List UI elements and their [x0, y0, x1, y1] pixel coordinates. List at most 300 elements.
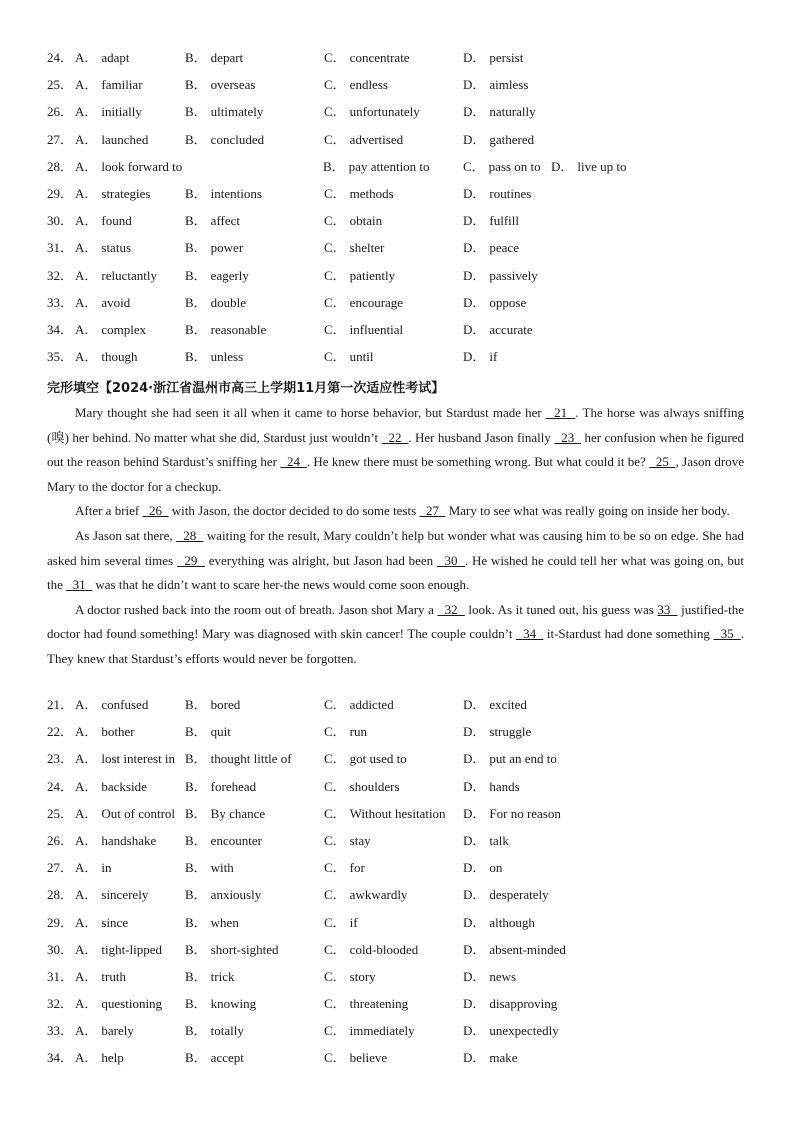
option-c [324, 915, 358, 931]
option-letter: B． [185, 294, 207, 310]
option-text: desperately [489, 887, 549, 903]
passage-paragraph [47, 598, 744, 672]
question-row [47, 159, 767, 186]
option-text: launched [101, 131, 149, 147]
option-text: stay [349, 832, 371, 848]
option-text: obtain [349, 213, 383, 229]
question-row [47, 779, 767, 806]
option-letter: C． [324, 50, 346, 65]
option-c [324, 132, 403, 148]
question-number: 29． [47, 185, 74, 201]
option-d [463, 77, 528, 93]
option-d [551, 159, 627, 175]
option-a [75, 240, 131, 256]
option-letter: B． [185, 805, 207, 821]
option-a [75, 1023, 134, 1039]
option-letter: C． [324, 185, 346, 201]
blank-number: 34 [516, 626, 544, 642]
option-d [463, 1023, 559, 1039]
option-letter: C． [324, 1050, 346, 1066]
question-number: 30． [47, 941, 74, 957]
option-text: influential [349, 321, 404, 337]
passage-text: waiting for the result, Mary couldn’t help but wonder what was causing him to be so on edge. She had asked him several times [47, 527, 745, 568]
passage-paragraph [47, 499, 744, 524]
option-a [75, 724, 135, 740]
option-text: sincerely [101, 887, 149, 903]
option-b [185, 132, 264, 148]
option-letter: B． [323, 158, 345, 174]
option-d [463, 860, 502, 876]
option-text: patiently [349, 267, 396, 283]
option-text: tight-lipped [101, 941, 163, 957]
question-row [47, 50, 767, 77]
option-c [324, 996, 408, 1012]
option-text: got used to [349, 751, 407, 767]
question-row [47, 240, 767, 267]
passage-text: justified-the doctor had found something! Mary was diagnosed with skin cancer! The couple couldn’t [47, 601, 744, 642]
blank-number: 24 [280, 454, 307, 470]
option-text: truth [101, 968, 126, 984]
option-letter: C． [324, 240, 346, 256]
option-a [75, 77, 143, 93]
blank-number: 22 [381, 429, 409, 445]
question-row [47, 1023, 767, 1050]
option-text: By chance [210, 805, 266, 821]
question-number: 28． [47, 158, 74, 174]
option-text: excited [489, 697, 527, 712]
passage-text: Mary to see what was really going on inside her body. [445, 503, 730, 519]
question-number: 29． [47, 914, 74, 930]
option-text: pass on to [488, 158, 541, 174]
question-row [47, 969, 767, 996]
question-number: 21． [47, 697, 74, 712]
question-number: 25． [47, 77, 74, 93]
passage-text: Mary thought she had seen it all when it came to horse behavior, but Stardust made her [75, 405, 546, 420]
question-row [47, 942, 767, 969]
option-letter: A． [75, 941, 98, 957]
option-text: ultimately [210, 104, 264, 120]
option-text: concluded [210, 131, 265, 147]
option-text: though [101, 349, 138, 365]
option-letter: B． [185, 1023, 207, 1039]
option-text: passively [489, 267, 538, 283]
question-row [47, 887, 767, 914]
option-letter: A． [75, 697, 98, 712]
option-text: eagerly [210, 267, 249, 283]
option-d [463, 969, 516, 985]
option-letter: A． [75, 832, 98, 848]
question-number: 30． [47, 213, 74, 229]
option-letter: C． [324, 778, 346, 794]
option-d [463, 833, 509, 849]
option-c [324, 268, 395, 284]
option-b [185, 1023, 244, 1039]
question-row [47, 104, 767, 131]
blank-number: 29 [176, 552, 205, 568]
option-c [324, 213, 382, 229]
option-b [185, 186, 262, 202]
option-text: lost interest in [101, 751, 176, 767]
option-text: absent-minded [489, 941, 566, 957]
question-row [47, 1050, 767, 1077]
option-letter: A． [75, 968, 98, 984]
question-row [47, 833, 767, 860]
blank-number: 25 [649, 454, 676, 470]
option-d [463, 349, 497, 365]
option-text: live up to [577, 158, 627, 174]
option-letter: D． [463, 131, 486, 147]
option-c [324, 942, 418, 958]
option-c [324, 322, 403, 338]
option-letter: D． [463, 1023, 486, 1039]
option-text: unless [210, 349, 244, 365]
option-letter: B． [185, 832, 207, 848]
blank-number: 21 [545, 405, 576, 420]
option-d [463, 213, 519, 229]
option-letter: C． [324, 213, 346, 229]
option-text: unexpectedly [489, 1023, 559, 1039]
option-letter: A． [75, 996, 98, 1012]
option-text: disapproving [489, 996, 558, 1012]
option-letter: A． [75, 349, 98, 365]
option-letter: C． [324, 294, 346, 310]
option-letter: C． [324, 996, 346, 1012]
passage-text: . He knew there must be something wrong. But what could it be? [306, 454, 650, 470]
option-d [463, 996, 557, 1012]
option-d [463, 132, 534, 148]
option-text: anxiously [210, 887, 262, 903]
option-b [185, 806, 265, 822]
option-letter: D． [463, 968, 486, 984]
option-text: talk [489, 832, 509, 848]
option-text: story [349, 968, 376, 984]
option-letter: D． [463, 887, 486, 903]
option-letter: D． [463, 77, 486, 93]
passage-text: , Jason drove Mary to the doctor for a checkup. [47, 454, 744, 494]
option-c [324, 969, 376, 985]
option-d [463, 186, 531, 202]
option-text: strategies [101, 185, 151, 201]
blank-number: 28 [176, 527, 204, 543]
option-d [463, 1050, 518, 1066]
option-letter: D． [463, 996, 486, 1012]
option-letter: A． [75, 158, 98, 174]
option-c [324, 697, 394, 713]
option-letter: C． [324, 941, 346, 957]
option-text: if [489, 349, 498, 365]
option-b [323, 159, 430, 175]
option-c [324, 1023, 415, 1039]
option-text: when [210, 914, 239, 930]
option-letter: D． [463, 267, 486, 283]
option-d [463, 942, 566, 958]
option-c [324, 349, 374, 365]
option-letter: B． [185, 240, 207, 256]
option-letter: D． [463, 832, 486, 848]
option-letter: B． [185, 968, 207, 984]
option-d [463, 322, 533, 338]
question-number: 32． [47, 267, 74, 283]
question-number: 27． [47, 131, 74, 147]
question-number: 31． [47, 240, 74, 256]
passage-paragraph [47, 401, 744, 499]
option-text: endless [349, 77, 388, 93]
option-a [75, 268, 157, 284]
section-title: 完形填空【2024·浙江省温州市高三上学期11月第一次适应性考试】 [47, 381, 445, 396]
option-letter: D． [551, 158, 574, 174]
passage-text: with Jason, the doctor decided to do some tests [168, 503, 420, 519]
option-letter: C． [324, 860, 346, 876]
option-d [463, 887, 549, 903]
option-letter: D． [463, 321, 486, 337]
option-d [463, 697, 527, 713]
option-text: bother [101, 724, 135, 740]
option-letter: B． [185, 887, 207, 903]
option-text: until [349, 349, 374, 365]
option-text: look forward to [101, 158, 183, 174]
option-text: encounter [210, 832, 262, 848]
option-text: Without hesitation [349, 805, 446, 821]
option-b [185, 942, 279, 958]
option-a [75, 833, 156, 849]
option-text: Out of control [101, 805, 176, 821]
option-letter: B． [185, 724, 207, 740]
question-row [47, 349, 767, 376]
option-letter: A． [75, 887, 98, 903]
option-letter: B． [185, 1050, 207, 1066]
option-letter: C． [324, 131, 346, 147]
option-a [75, 887, 148, 903]
option-letter: C． [324, 968, 346, 984]
option-text: short-sighted [210, 941, 279, 957]
option-text: concentrate [349, 50, 410, 65]
option-text: encourage [349, 294, 404, 310]
question-number: 24． [47, 50, 74, 65]
option-a [75, 779, 147, 795]
option-letter: D． [463, 778, 486, 794]
option-text: unfortunately [349, 104, 420, 120]
option-letter: A． [75, 267, 98, 283]
option-text: in [101, 860, 112, 876]
option-c [324, 186, 394, 202]
passage-text: A doctor rushed back into the room out of breath. Jason shot Mary a [75, 601, 438, 617]
option-a [75, 915, 128, 931]
option-text: power [210, 240, 244, 256]
option-letter: D． [463, 697, 486, 712]
option-text: shelter [349, 240, 385, 256]
option-letter: B． [185, 213, 207, 229]
option-text: avoid [101, 294, 131, 310]
option-a [75, 751, 175, 767]
passage-text: . They knew that Stardust’s efforts would never be forgotten. [47, 626, 745, 666]
question-number: 34． [47, 1050, 74, 1066]
option-letter: A． [75, 805, 98, 821]
question-number: 33． [47, 1023, 74, 1039]
option-a [75, 806, 175, 822]
blank-number: 33 [657, 601, 678, 617]
options-list-top [47, 50, 767, 376]
option-a [75, 159, 182, 175]
question-row [47, 751, 767, 778]
passage-text: her confusion when he figured out the reason behind Stardust’s sniffing her [47, 429, 745, 470]
option-b [185, 268, 249, 284]
option-a [75, 50, 130, 66]
question-row [47, 860, 767, 887]
option-c [324, 724, 367, 740]
option-letter: B． [185, 267, 207, 283]
option-letter: D． [463, 185, 486, 201]
option-a [75, 969, 126, 985]
option-letter: D． [463, 751, 486, 767]
question-row [47, 213, 767, 240]
passage-text: . The horse was always sniffing (嗅) her behind. No matter what she did, Stardust just wouldn’t [47, 405, 744, 445]
option-letter: B． [185, 697, 207, 712]
option-letter: B． [185, 996, 207, 1012]
passage-text: After a brief [75, 503, 143, 519]
option-d [463, 724, 531, 740]
question-number: 32． [47, 996, 74, 1012]
option-b [185, 349, 243, 365]
option-text: accept [210, 1050, 244, 1066]
option-text: trick [210, 968, 235, 984]
option-text: put an end to [489, 751, 557, 767]
option-text: help [101, 1050, 124, 1066]
option-d [463, 240, 519, 256]
option-b [185, 104, 263, 120]
option-c [324, 806, 446, 822]
option-letter: A． [75, 77, 98, 93]
option-b [185, 213, 240, 229]
passage-text: . Her husband Jason finally [408, 429, 555, 445]
option-text: shoulders [349, 778, 400, 794]
option-letter: A． [75, 1050, 98, 1066]
option-b [185, 915, 239, 931]
option-letter: B． [185, 751, 207, 767]
blank-number: 31 [66, 577, 93, 593]
option-text: accurate [489, 321, 533, 337]
option-letter: A． [75, 724, 98, 740]
option-letter: D． [463, 860, 486, 876]
option-text: barely [101, 1023, 134, 1039]
option-letter: C． [324, 887, 346, 903]
option-letter: B． [185, 77, 207, 93]
cloze-passage [47, 401, 744, 672]
option-c [324, 751, 407, 767]
option-c [324, 50, 410, 66]
option-a [75, 996, 162, 1012]
option-d [463, 268, 538, 284]
option-b [185, 1050, 244, 1066]
option-a [75, 322, 146, 338]
option-letter: D． [463, 240, 486, 256]
option-text: reluctantly [101, 267, 157, 283]
option-text: oppose [489, 294, 527, 310]
option-text: knowing [210, 996, 257, 1012]
option-letter: B． [185, 860, 207, 876]
option-text: intentions [210, 185, 262, 201]
option-text: affect [210, 213, 241, 229]
option-letter: D． [463, 50, 486, 65]
option-text: routines [489, 185, 532, 201]
option-letter: B． [185, 778, 207, 794]
option-text: questioning [101, 996, 163, 1012]
passage-text: As Jason sat there, [75, 527, 177, 543]
option-text: pay attention to [348, 158, 430, 174]
option-text: familiar [101, 77, 143, 93]
option-d [463, 295, 526, 311]
option-letter: D． [463, 213, 486, 229]
option-c [324, 887, 407, 903]
option-text: quit [210, 724, 231, 740]
option-text: make [489, 1050, 518, 1066]
blank-number: 26 [142, 503, 169, 519]
option-c [324, 1050, 387, 1066]
option-d [463, 751, 557, 767]
option-letter: A． [75, 185, 98, 201]
option-b [185, 295, 246, 311]
question-number: 33． [47, 294, 74, 310]
passage-text: was that he didn’t want to scare her-the news would come soon enough. [92, 577, 470, 593]
option-d [463, 915, 535, 931]
option-text: awkwardly [349, 887, 408, 903]
option-letter: D． [463, 805, 486, 821]
option-letter: B． [185, 349, 207, 365]
passage-paragraph [47, 524, 744, 598]
option-text: handshake [101, 832, 157, 848]
question-number: 27． [47, 860, 74, 876]
option-letter: D． [463, 941, 486, 957]
option-text: immediately [349, 1023, 415, 1039]
option-letter: B． [185, 131, 207, 147]
option-b [185, 860, 234, 876]
option-b [185, 50, 243, 66]
option-text: although [489, 914, 535, 930]
option-text: depart [210, 50, 244, 65]
blank-number: 30 [436, 552, 465, 568]
option-a [75, 104, 142, 120]
option-b [185, 887, 261, 903]
question-row [47, 132, 767, 159]
option-letter: B． [185, 914, 207, 930]
passage-text: . He wished he could tell her what was going on, but the [47, 552, 744, 593]
option-a [75, 132, 148, 148]
question-number: 25． [47, 805, 74, 821]
option-letter: D． [463, 104, 486, 120]
option-text: complex [101, 321, 147, 337]
option-c [463, 159, 541, 175]
option-text: if [349, 914, 358, 930]
option-letter: C． [324, 751, 346, 767]
option-text: For no reason [489, 805, 561, 821]
option-letter: C． [324, 1023, 346, 1039]
question-number: 23． [47, 751, 74, 767]
option-text: news [489, 968, 517, 984]
option-text: aimless [489, 77, 529, 93]
option-text: believe [349, 1050, 388, 1066]
question-row [47, 915, 767, 942]
option-letter: C． [324, 697, 346, 712]
option-d [463, 104, 536, 120]
option-a [75, 697, 148, 713]
option-letter: C． [324, 267, 346, 283]
option-text: gathered [489, 131, 535, 147]
question-row [47, 806, 767, 833]
option-letter: A． [75, 50, 98, 65]
question-number: 26． [47, 832, 74, 848]
option-c [324, 77, 388, 93]
question-number: 22． [47, 724, 74, 740]
option-d [463, 806, 561, 822]
